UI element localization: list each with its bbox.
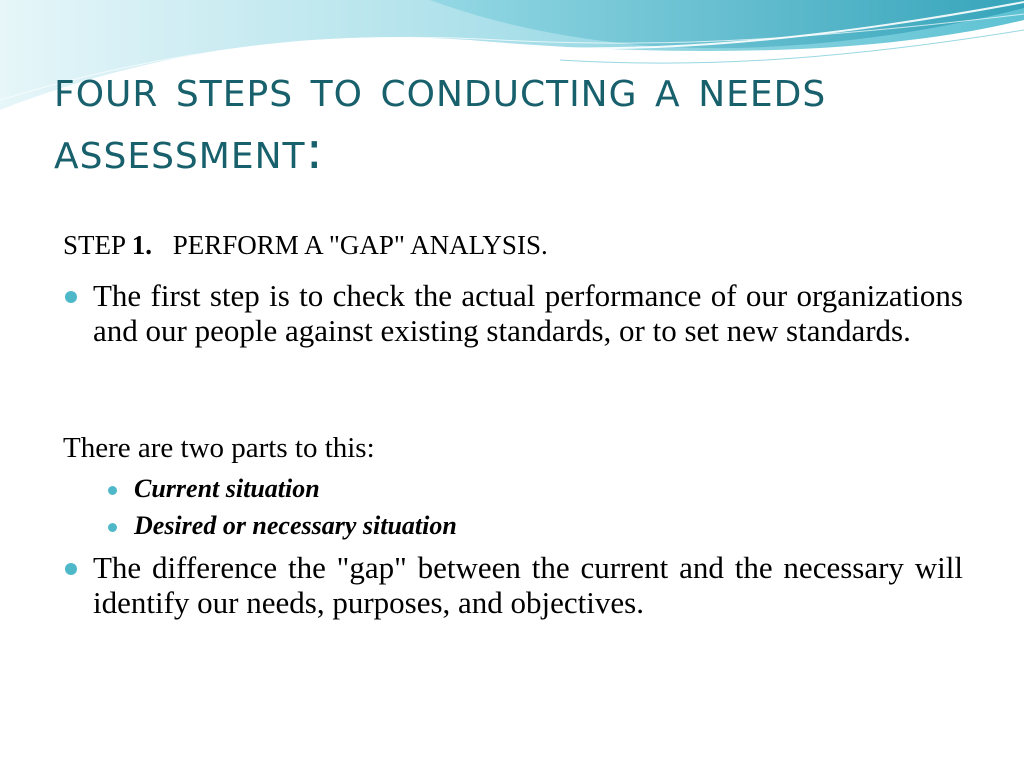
sub-bullet-item: Desired or necessary situation <box>134 511 457 540</box>
bullet-dot-icon <box>65 563 77 575</box>
step-number: 1. <box>131 230 153 260</box>
sub-bullet-dot-icon <box>108 486 117 495</box>
step-label: STEP <box>63 230 126 260</box>
sub-bullet-item: Current situation <box>134 474 320 503</box>
step-heading <box>63 230 548 261</box>
slide-title: four steps to conducting a needs assessment: <box>54 59 827 181</box>
sub-bullet-dot-icon <box>108 523 117 532</box>
bullet-item: The first step is to check the actual performance of our organizations and our people against existing standards, or to set new standards. <box>93 278 963 348</box>
step-text: PERFORM A "GAP" ANALYSIS. <box>172 230 548 260</box>
bullet-dot-icon <box>65 291 77 303</box>
sub-intro-text: There are two parts to this: <box>63 432 375 464</box>
bullet-item: The difference the "gap" between the current and the necessary will identify our needs, purposes, and objectives. <box>93 550 963 620</box>
